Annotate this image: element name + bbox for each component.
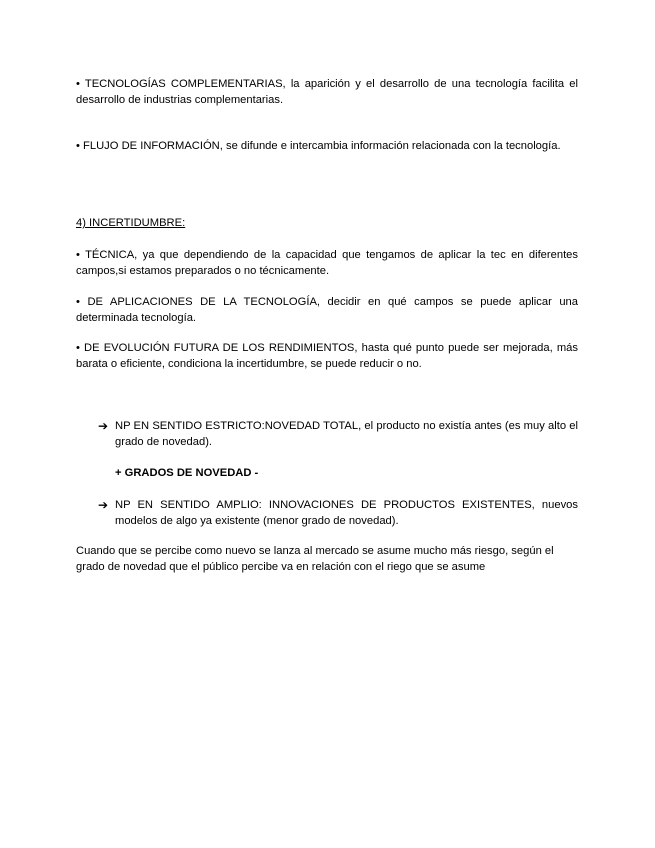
heading-incertidumbre: 4) INCERTIDUMBRE: (76, 217, 186, 229)
paragraph-flujo-informacion: • FLUJO DE INFORMACIÓN, se difunde e intercambia información relacionada con la tecnología. (76, 140, 561, 152)
paragraph-aplicaciones: • DE APLICACIONES DE LA TECNOLOGÍA, decidir en qué campos se puede aplicar una determinada tecnología. (76, 296, 578, 324)
paragraph-evolucion: • DE EVOLUCIÓN FUTURA DE LOS RENDIMIENTOS, hasta qué punto puede ser mejorada, más barata o eficiente, condiciona la incertidumbre, se puede reducir o no. (76, 342, 578, 370)
arrow-right-icon: ➔ (98, 419, 109, 433)
paragraph-tecnologias-complementarias: • TECNOLOGÍAS COMPLEMENTARIAS, la aparición y el desarrollo de una tecnología facilita el desarrollo de industrias complementarias. (76, 78, 578, 106)
paragraph-conclusion: Cuando que se percibe como nuevo se lanza al mercado se asume mucho más riesgo, según el grado de novedad que el público percibe va en relación con el riego que se asume (76, 545, 554, 573)
np-estricto-text: NP EN SENTIDO ESTRICTO:NOVEDAD TOTAL, el producto no existía antes (es muy alto el grado de novedad). (115, 420, 578, 448)
arrow-right-icon: ➔ (98, 498, 109, 512)
list-item-np-estricto (98, 418, 578, 450)
paragraph-tecnica: • TÉCNICA, ya que dependiendo de la capacidad que tengamos de aplicar la tec en diferentes campos,si estamos preparados o no técnicamente. (76, 249, 578, 277)
subheading-grados-novedad: + GRADOS DE NOVEDAD - (115, 467, 259, 479)
list-item-np-amplio (98, 497, 578, 529)
np-amplio-text: NP EN SENTIDO AMPLIO: INNOVACIONES DE PRODUCTOS EXISTENTES, nuevos modelos de algo ya existente (menor grado de novedad). (115, 499, 578, 527)
